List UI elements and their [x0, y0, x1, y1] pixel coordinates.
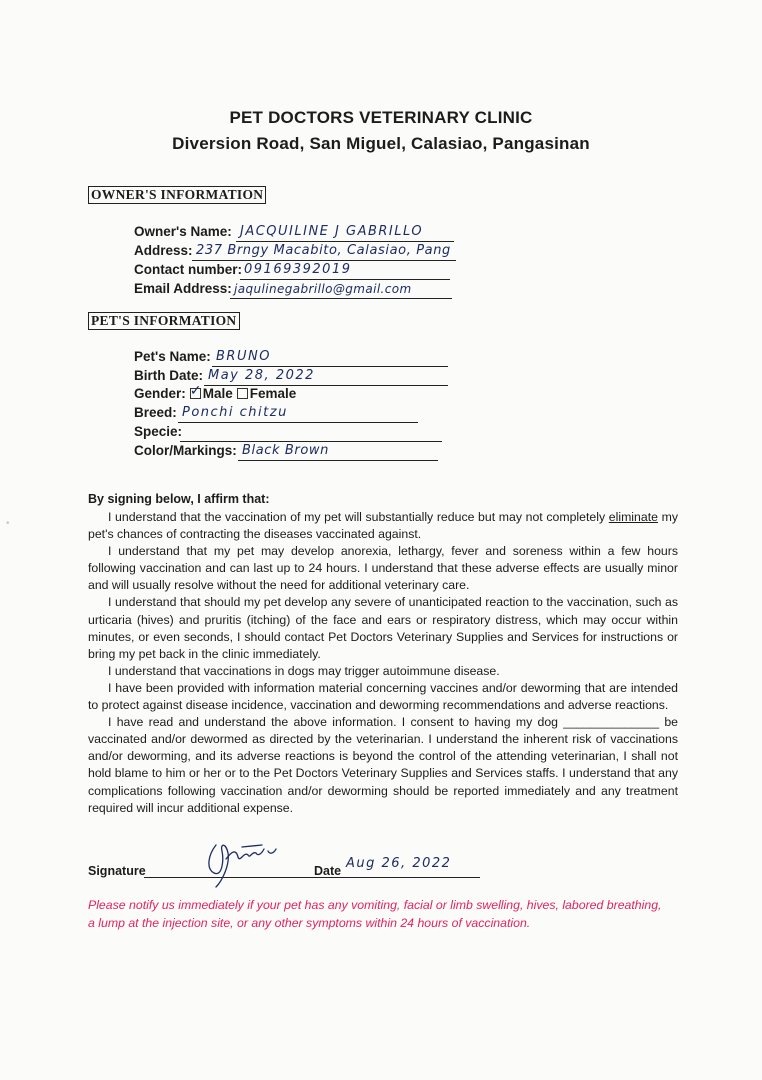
gender-male-checkbox[interactable]	[190, 388, 201, 399]
consent-p6-text-b: be vaccinated and/or dewormed as directed by the veterinarian. I understand the inherent risk of vaccinations and/or deworming, and its adverse reactions is beyond the control of the attending veterinarian, I shall not hold blame to him or her or to the Pet Doctors Veterinary Supplies and Services staffs. I understand that any complications following vaccination and/or deworming should be reported immediately and any treatment required will incur additional expense.	[88, 715, 679, 815]
pet-name-row	[134, 349, 271, 367]
pet-color-field[interactable]: Black Brown	[238, 442, 438, 461]
pet-birth-field[interactable]: May 28, 2022	[204, 367, 448, 386]
gender-female-checkbox[interactable]	[237, 388, 248, 399]
consent-paragraph-5: I have been provided with information material concerning vaccines and/or deworming that are intended to protect against disease incidence, vaccination and deworming recommendations and adverse reactions.	[88, 680, 678, 713]
gender-female-label: Female	[249, 386, 297, 401]
handwritten-signature	[202, 841, 292, 891]
notice-text: Please notify us immediately if your pet has any vomiting, facial or limb swelling, hives, labored breathing, a lump at the injection site, or any other symptoms within 24 hours of vaccination.	[88, 898, 662, 930]
owner-address-label: Address:	[134, 243, 193, 258]
consent-p1-text-b: my pet's chances of contracting the diseases vaccinated against.	[88, 510, 679, 542]
pet-gender-label: Gender:	[134, 386, 186, 401]
date-field[interactable]: Aug 26, 2022	[344, 853, 480, 878]
consent-paragraph-3: I understand that should my pet develop any severe of unanticipated reaction to the vaccination, such as urticaria (hives) and pruritis (itching) of the face and ears or respiratory distress, which may occur within minutes, or even seconds, I should contact Pet Doctors Veterinary Supplies and Services for instructions or bring my pet back in the clinic immediately.	[88, 595, 678, 661]
scan-mark: •	[6, 518, 10, 529]
owner-email-label: Email Address:	[134, 281, 232, 296]
pet-birth-label: Birth Date:	[134, 368, 204, 383]
consent-p1-underlined: eliminate	[608, 510, 658, 524]
date-label: Date	[314, 864, 342, 878]
consent-paragraph-1	[88, 509, 678, 543]
consent-p1-text-a: I understand that the vaccination of my pet will substantially reduce but may not completely	[108, 510, 609, 524]
consent-paragraph-6	[88, 714, 678, 817]
pet-name-label: Pet's Name:	[134, 349, 211, 364]
owner-name-field[interactable]: JACQUILINE J GABRILLO	[236, 223, 454, 242]
owner-contact-field[interactable]: 09169392019	[240, 261, 450, 280]
owner-address-row	[134, 243, 451, 261]
signature-row	[88, 858, 688, 882]
owner-section-header: OWNER'S INFORMATION	[88, 186, 266, 204]
pet-color-label: Color/Markings:	[134, 443, 237, 458]
gender-male-label: Male	[202, 386, 233, 401]
pet-specie-row	[134, 424, 182, 442]
signature-field[interactable]	[144, 853, 376, 878]
pet-specie-field[interactable]	[180, 423, 442, 442]
owner-email-field[interactable]: jaqulinegabrillo@gmail.com	[230, 280, 452, 299]
pet-color-row	[134, 443, 329, 461]
signature-label: Signature	[88, 864, 146, 878]
pet-gender-row	[134, 386, 296, 401]
pet-section-header: PET'S INFORMATION	[88, 312, 240, 330]
consent-paragraph-4: I understand that vaccinations in dogs may trigger autoimmune disease.	[108, 663, 500, 678]
owner-contact-label: Contact number:	[134, 262, 242, 277]
dog-name-blank[interactable]: ______________	[563, 715, 660, 730]
consent-paragraph-2: I understand that my pet may develop anorexia, lethargy, fever and soreness within a few hours following vaccination and can last up to 24 hours. I understand that these adverse effects are usually minor and will usually resolve without the need for additional veterinary care.	[88, 544, 678, 593]
owner-address-field[interactable]: 237 Brngy Macabito, Calasiao, Pang	[192, 242, 456, 261]
pet-breed-label: Breed:	[134, 405, 177, 420]
consent-p6-text-a: I have read and understand the above information. I consent to having my dog	[108, 715, 559, 730]
affirm-title: By signing below, I affirm that:	[88, 492, 270, 506]
clinic-address: Diversion Road, San Miguel, Calasiao, Pangasinan	[172, 134, 590, 153]
owner-contact-row	[134, 262, 352, 280]
clinic-name: PET DOCTORS VETERINARY CLINIC	[229, 108, 533, 127]
owner-email-row	[134, 281, 412, 299]
pet-specie-label: Specie:	[134, 424, 183, 439]
consent-terms	[88, 509, 678, 817]
pet-breed-field[interactable]: Ponchi chitzu	[178, 404, 418, 423]
pet-name-field[interactable]: BRUNO	[212, 348, 448, 367]
pet-breed-row	[134, 405, 288, 423]
owner-name-label: Owner's Name:	[134, 224, 232, 239]
owner-name-row	[134, 224, 424, 242]
